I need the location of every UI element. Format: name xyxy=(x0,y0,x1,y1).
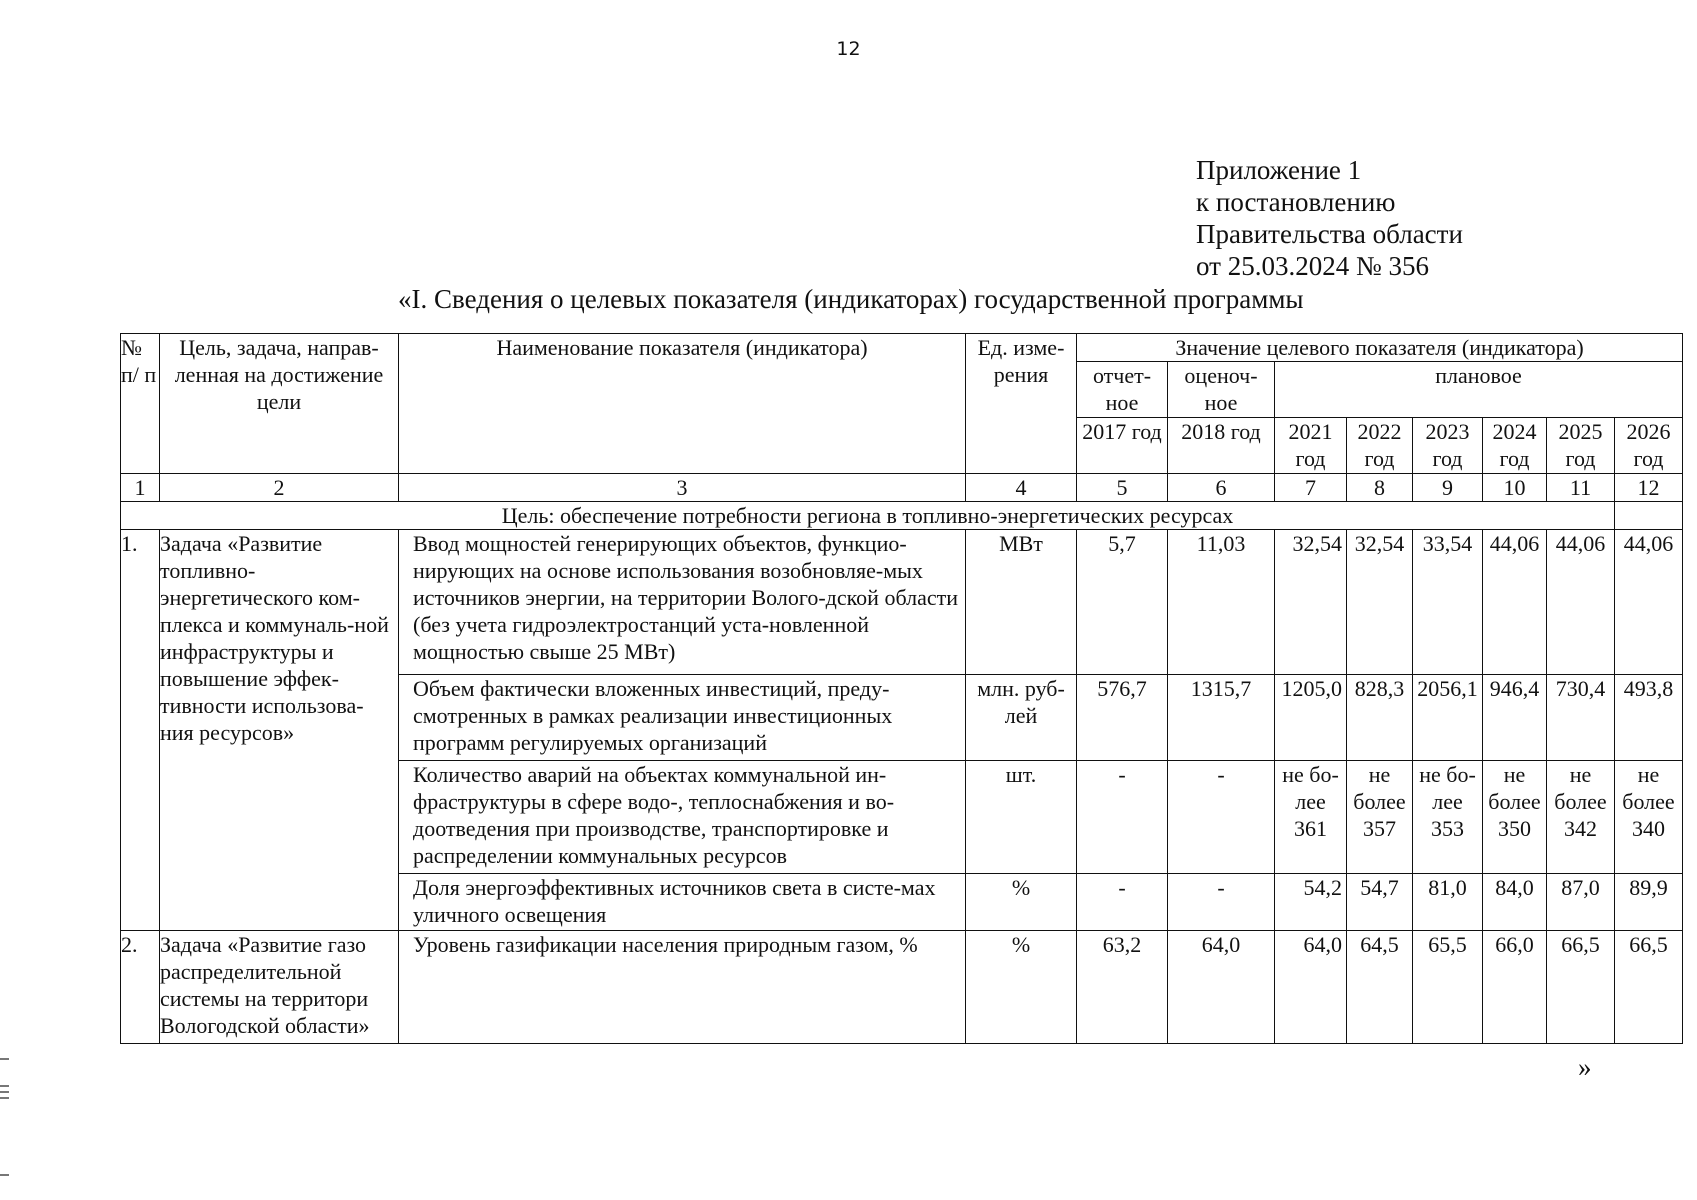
task-number: 1. xyxy=(121,530,160,931)
scan-edge-mark xyxy=(0,1058,9,1060)
column-number: 8 xyxy=(1347,474,1413,502)
indicator-name: Количество аварий на объектах коммунальной ин-фраструктуры в сфере водо-, теплоснабжения и во-доотведения при производстве, транспортировке и распределении коммунальных ресурсов xyxy=(399,761,966,874)
value-cell: 11,03 xyxy=(1168,530,1275,675)
column-number: 9 xyxy=(1413,474,1483,502)
scan-edge-mark xyxy=(0,1085,9,1087)
value-cell: 54,2 xyxy=(1275,874,1347,931)
value-cell: 44,06 xyxy=(1483,530,1547,675)
value-cell: 576,7 xyxy=(1077,675,1168,761)
value-cell: - xyxy=(1077,761,1168,874)
value-cell: - xyxy=(1077,874,1168,931)
goal-text: Цель: обеспечение потребности региона в топливно-энергетических ресурсах xyxy=(121,502,1615,530)
appendix-line: Приложение 1 xyxy=(1196,155,1362,185)
value-cell: 1205,0 xyxy=(1275,675,1347,761)
value-cell: 66,0 xyxy=(1483,931,1547,1044)
value-cell: 44,06 xyxy=(1615,530,1683,675)
column-number: 5 xyxy=(1077,474,1168,502)
value-cell: 66,5 xyxy=(1615,931,1683,1044)
value-cell: 1315,7 xyxy=(1168,675,1275,761)
value-cell: 64,5 xyxy=(1347,931,1413,1044)
page-number: 12 xyxy=(836,38,861,60)
header-num: № п/ п xyxy=(121,334,160,474)
value-cell: 44,06 xyxy=(1547,530,1615,675)
scan-edge-mark xyxy=(0,1091,9,1093)
value-cell: не бо-лее 361 xyxy=(1275,761,1347,874)
indicators-table xyxy=(120,333,1683,1044)
goal-row-empty-cell xyxy=(1615,502,1683,530)
document-title: «I. Сведения о целевых показателя (индикаторах) государственной программы xyxy=(398,284,1304,314)
column-number: 1 xyxy=(121,474,160,502)
table-row xyxy=(121,931,1683,1044)
value-cell: 2056,1 xyxy=(1413,675,1483,761)
value-cell: 84,0 xyxy=(1483,874,1547,931)
appendix-line: к постановлению xyxy=(1196,187,1396,217)
indicator-unit: млн. руб-лей xyxy=(966,675,1077,761)
header-year: 2023 год xyxy=(1413,418,1483,474)
value-cell: не более 340 xyxy=(1615,761,1683,874)
header-value-group: Значение целевого показателя (индикатора) xyxy=(1077,334,1683,362)
indicator-name: Уровень газификации населения природным газом, % xyxy=(399,931,966,1044)
header-year: 2022 год xyxy=(1347,418,1413,474)
column-number: 4 xyxy=(966,474,1077,502)
column-number: 10 xyxy=(1483,474,1547,502)
value-cell: не более 357 xyxy=(1347,761,1413,874)
header-estimated: оценоч-ное xyxy=(1168,362,1275,418)
value-cell: 730,4 xyxy=(1547,675,1615,761)
column-number: 2 xyxy=(160,474,399,502)
column-number: 7 xyxy=(1275,474,1347,502)
indicator-name: Доля энергоэффективных источников света в систе-мах уличного освещения xyxy=(399,874,966,931)
value-cell: 81,0 xyxy=(1413,874,1483,931)
value-cell: 32,54 xyxy=(1275,530,1347,675)
indicator-unit: % xyxy=(966,874,1077,931)
value-cell: не более 350 xyxy=(1483,761,1547,874)
indicator-name: Объем фактически вложенных инвестиций, преду-смотренных в рамках реализации инвестиционных программ регулируемых организаций xyxy=(399,675,966,761)
task-text: Задача «Развитие топливно-энергетического ком-плекса и коммуналь-ной инфраструктуры и повышение эффек-тивности использова-ния ресурсов» xyxy=(160,530,399,931)
value-cell: 65,5 xyxy=(1413,931,1483,1044)
header-year: 2024 год xyxy=(1483,418,1547,474)
header-unit: Ед. изме-рения xyxy=(966,334,1077,474)
value-cell: 946,4 xyxy=(1483,675,1547,761)
header-year: 2025 год xyxy=(1547,418,1615,474)
task-number: 2. xyxy=(121,931,160,1044)
value-cell: 63,2 xyxy=(1077,931,1168,1044)
header-row xyxy=(121,334,1683,362)
value-cell: 33,54 xyxy=(1413,530,1483,675)
header-planned: плановое xyxy=(1275,362,1683,418)
indicator-unit: % xyxy=(966,931,1077,1044)
header-goal: Цель, задача, направ-ленная на достижение цели xyxy=(160,334,399,474)
value-cell: 32,54 xyxy=(1347,530,1413,675)
value-cell: 89,9 xyxy=(1615,874,1683,931)
value-cell: 828,3 xyxy=(1347,675,1413,761)
column-number: 12 xyxy=(1615,474,1683,502)
header-year: 2026 год xyxy=(1615,418,1683,474)
scan-edge-mark xyxy=(0,1097,9,1099)
header-indicator: Наименование показателя (индикатора) xyxy=(399,334,966,474)
scan-edge-mark xyxy=(0,1174,9,1176)
task-text: Задача «Развитие газо распределительной системы на территори Вологодской области» xyxy=(160,931,399,1044)
value-cell: 64,0 xyxy=(1275,931,1347,1044)
appendix-block xyxy=(1196,154,1463,282)
value-cell: 54,7 xyxy=(1347,874,1413,931)
goal-row xyxy=(121,502,1683,530)
value-cell: 87,0 xyxy=(1547,874,1615,931)
header-reported: отчет-ное xyxy=(1077,362,1168,418)
value-cell: не более 342 xyxy=(1547,761,1615,874)
indicator-name: Ввод мощностей генерирующих объектов, функцио-нирующих на основе использования возобновляе-мых источников энергии, на территории Волого-дской области (без учета гидроэлектростанций уста-новленной мощностью свыше 25 МВт) xyxy=(399,530,966,675)
value-cell: 493,8 xyxy=(1615,675,1683,761)
column-number: 3 xyxy=(399,474,966,502)
value-cell: 66,5 xyxy=(1547,931,1615,1044)
appendix-date-line: от 25.03.2024 № 356 xyxy=(1196,251,1429,281)
closing-quote: » xyxy=(1578,1052,1592,1082)
column-number-row xyxy=(121,474,1683,502)
indicator-unit: МВт xyxy=(966,530,1077,675)
header-year: 2018 год xyxy=(1168,418,1275,474)
header-year: 2021 год xyxy=(1275,418,1347,474)
value-cell: не бо-лее 353 xyxy=(1413,761,1483,874)
value-cell: - xyxy=(1168,874,1275,931)
column-number: 6 xyxy=(1168,474,1275,502)
indicator-unit: шт. xyxy=(966,761,1077,874)
value-cell: 5,7 xyxy=(1077,530,1168,675)
column-number: 11 xyxy=(1547,474,1615,502)
header-year: 2017 год xyxy=(1077,418,1168,474)
value-cell: 64,0 xyxy=(1168,931,1275,1044)
table-row xyxy=(121,530,1683,675)
appendix-line: Правительства области xyxy=(1196,219,1463,249)
value-cell: - xyxy=(1168,761,1275,874)
